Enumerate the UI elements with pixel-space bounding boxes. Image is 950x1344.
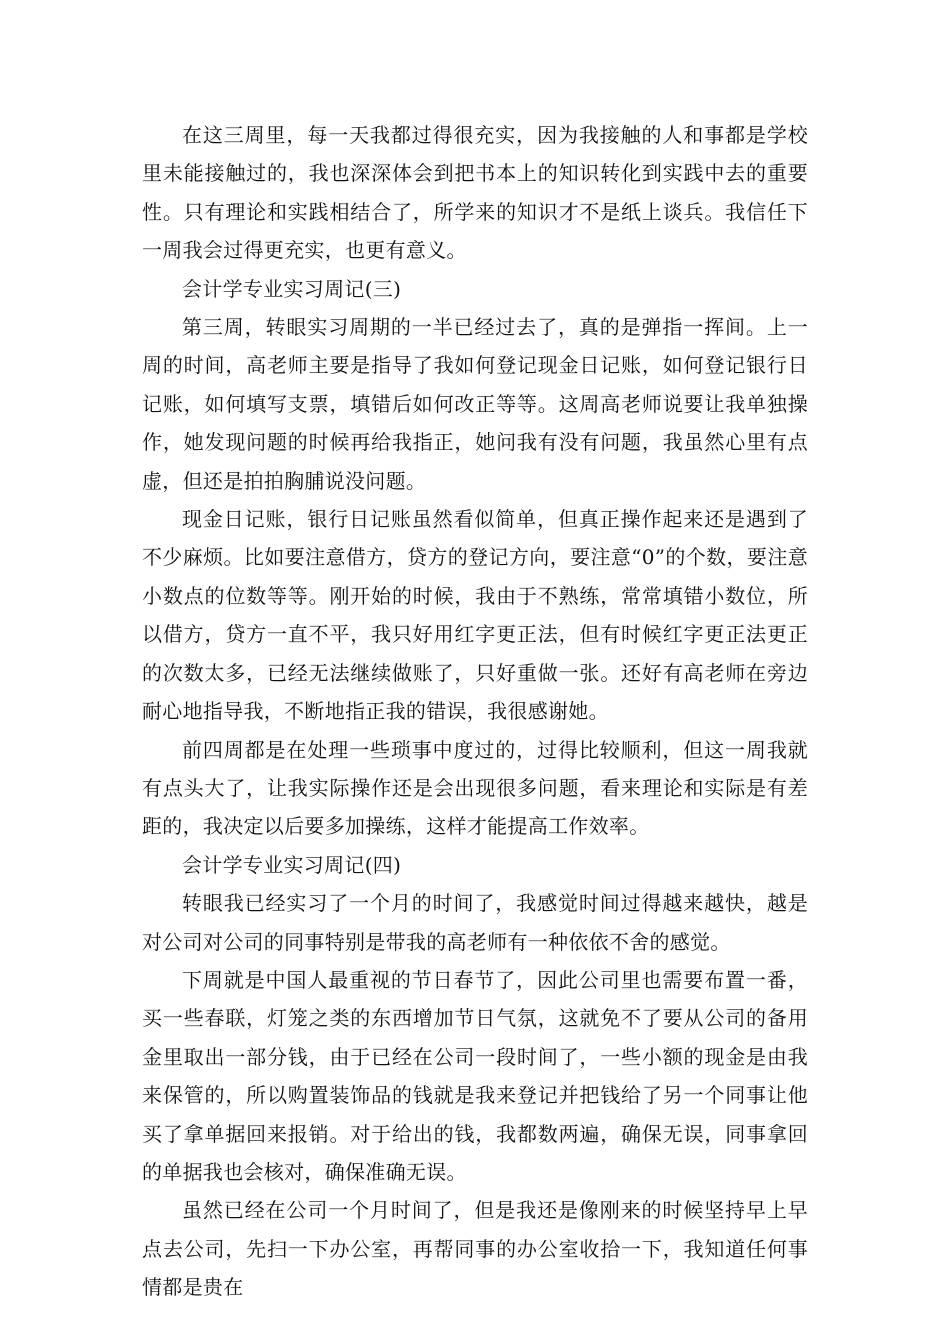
paragraph-week-three-overview: 第三周，转眼实习周期的一半已经过去了，真的是弹指一挥间。上一周的时间，高老师主要是指导了我如何登记现金日记账，如何登记银行日记账，如何填写支票，填错后如何改正等等。这周高老师说要让我单独操作，她发现问题的时候再给我指正，她问我有没有问题，我虽然心里有点虚，但还是拍拍胸脯说没问题。 (142, 315, 808, 493)
paragraph-intro-three-weeks: 在这三周里，每一天我都过得很充实，因为我接触的人和事都是学校里未能接触过的，我也深深体会到把书本上的知识转化到实践中去的重要性。只有理论和实践相结合了，所学来的知识才不是纸上谈兵。我信任下一周我会过得更充实，也更有意义。 (142, 123, 808, 263)
paragraph-one-month: 转眼我已经实习了一个月的时间了，我感觉时间过得越来越快，越是对公司对公司的同事特别是带我的高老师有一种依依不舍的感觉。 (142, 891, 808, 954)
document-body (142, 116, 808, 1307)
section-heading-week-three: 会计学专业实习周记(三) (182, 276, 402, 301)
paragraph-daily-routine: 虽然已经在公司一个月时间了，但是我还是像刚来的时候坚持早上早点去公司，先扫一下办公室，再帮同事的办公室收拾一下，我知道任何事情都是贵在 (142, 1198, 808, 1300)
section-heading-week-four: 会计学专业实习周记(四) (182, 852, 402, 877)
paragraph-cash-journal: 现金日记账，银行日记账虽然看似简单，但真正操作起来还是遇到了不少麻烦。比如要注意借方，贷方的登记方向，要注意“0”的个数，要注意小数点的位数等等。刚开始的时候，我由于不熟练，常常填错小数位，所以借方，贷方一直不平，我只好用红字更正法，但有时候红字更正法更正的次数太多，已经无法继续做账了，只好重做一张。还好有高老师在旁边耐心地指导我，不断地指正我的错误，我很感谢她。 (142, 507, 808, 724)
paragraph-first-four-weeks: 前四周都是在处理一些琐事中度过的，过得比较顺利，但这一周我就有点头大了，让我实际操作还是会出现很多问题，看来理论和实际是有差距的，我决定以后要多加操练，这样才能提高工作效率。 (142, 737, 808, 839)
paragraph-spring-festival: 下周就是中国人最重视的节日春节了，因此公司里也需要布置一番，买一些春联，灯笼之类的东西增加节日气氛，这就免不了要从公司的备用金里取出一部分钱，由于已经在公司一段时间了，一些小额的现金是由我来保管的，所以购置装饰品的钱就是我来登记并把钱给了另一个同事让他买了拿单据回来报销。对于给出的钱，我都数两遍，确保无误，同事拿回的单据我也会核对，确保准确无误。 (142, 967, 808, 1184)
